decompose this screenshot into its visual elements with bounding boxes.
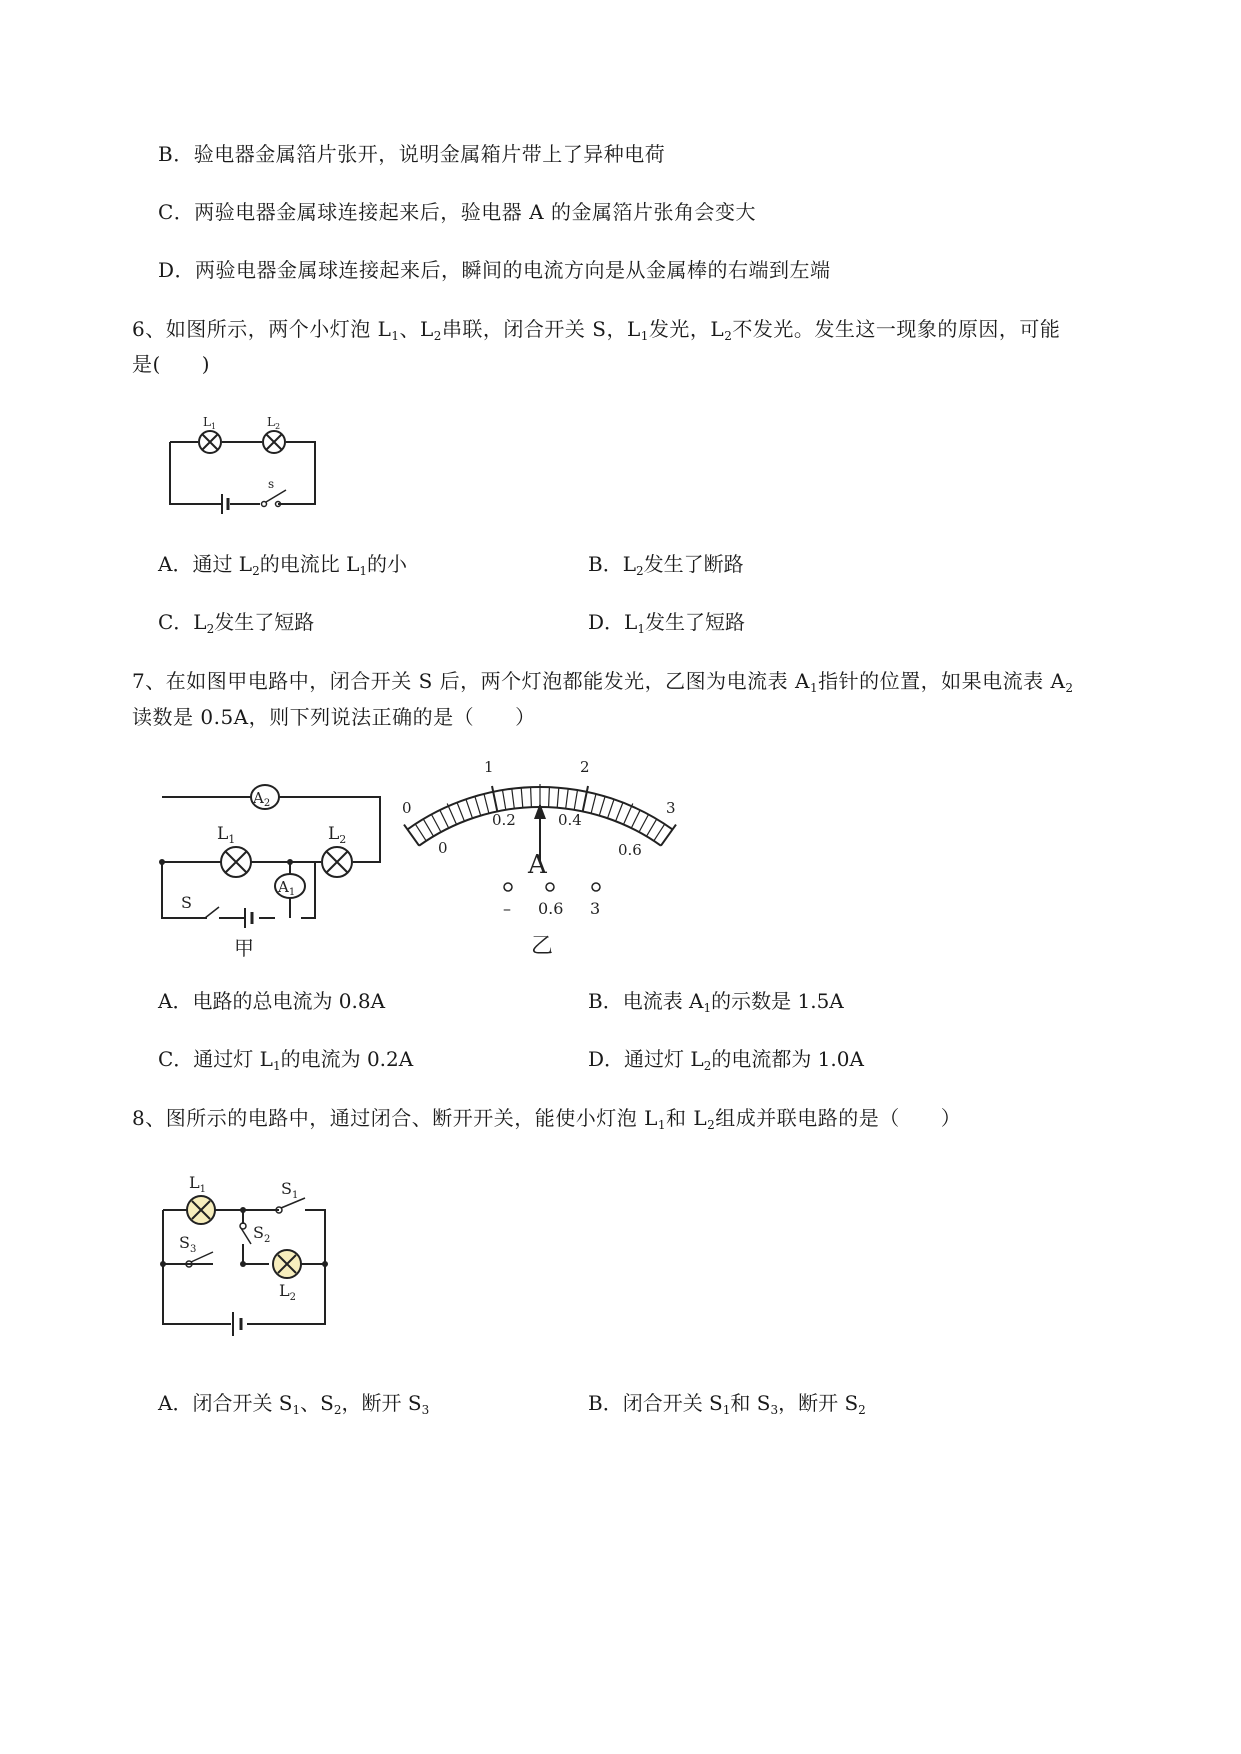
- dial-tick: [466, 799, 473, 818]
- q7-stem-line1: 7、在如图甲电路中，闭合开关 S 后，两个灯泡都能发光，乙图为电流表 $A_1$指针的位置，如果电流表 $A_2$: [132, 669, 1074, 695]
- q8-option-b: B．闭合开关 $S_1$和 $S_3$，断开 $S_2$: [588, 1391, 866, 1417]
- q6-option-d: D．$L_1$发生了短路: [588, 610, 745, 636]
- q8-l2-label: $L_2$: [279, 1281, 296, 1303]
- dial-tick: [457, 803, 464, 822]
- q7-option-c: C．通过灯 $L_1$的电流为 0.2A: [158, 1047, 414, 1073]
- q7-stem-line2: 读数是 0.5A，则下列说法正确的是（ ）: [132, 705, 536, 729]
- dial-outer-label-3: 3: [666, 799, 676, 817]
- q7-a2-label: $A_2$: [253, 789, 271, 809]
- q7-option-a: A．电路的总电流为 0.8A: [158, 989, 386, 1013]
- q5-option-b: B．验电器金属箔片张开，说明金属箱片带上了异种电荷: [158, 142, 666, 166]
- q8-l1-label: $L_1$: [189, 1173, 206, 1195]
- dial-tick: [647, 819, 657, 836]
- q6-s-label: s: [268, 477, 275, 491]
- q8-option-a: A．闭合开关 $S_1$、$S_2$，断开 $S_3$: [158, 1391, 430, 1417]
- q6-option-a: A．通过 $L_2$的电流比 $L_1$的小: [158, 552, 408, 578]
- dial-tick: [616, 803, 623, 822]
- q8-stem: 8、图所示的电路中，通过闭合、断开开关，能使小灯泡 $L_1$和 $L_2$组成并联电路的是（ ）: [132, 1106, 962, 1132]
- dial-tick: [599, 797, 605, 816]
- dial-tick: [591, 794, 596, 813]
- terminal-3: [592, 883, 600, 891]
- dial-tick: [566, 789, 569, 809]
- terminal-0-6: [546, 883, 554, 891]
- q7-ammeter-dial-yi: [400, 755, 700, 965]
- dial-tick: [583, 786, 588, 811]
- terminal-negative: [504, 883, 512, 891]
- q6-l1-label: $L_1$: [203, 415, 217, 431]
- q6-stem-line1: 6、如图所示，两个小灯泡 $L_1$、$L_2$串联，闭合开关 S，$L_1$发光，$L_2$不发光。发生这一现象的原因，可能: [132, 317, 1061, 343]
- q6-stem-line2: 是( ): [132, 352, 211, 376]
- dial-tick: [440, 810, 449, 828]
- q7-caption-yi: 乙: [531, 934, 554, 959]
- dial-tick: [475, 797, 481, 816]
- dial-tick: [608, 799, 615, 818]
- q7-l2-label: $L_2$: [328, 824, 347, 846]
- dial-outer-label-1: 1: [484, 758, 494, 776]
- q5-option-c: C．两验电器金属球连接起来后，验电器 A 的金属箔片张角会变大: [158, 200, 756, 224]
- q7-a1-label: $A_1$: [278, 878, 296, 898]
- q6-l2-label: $L_2$: [267, 415, 281, 431]
- q8-s3-label: $S_3$: [179, 1233, 197, 1255]
- terminal-label-0-6: 0.6: [538, 899, 564, 918]
- dial-tick: [423, 819, 433, 836]
- dial-tick: [549, 787, 550, 807]
- dial-tick: [574, 790, 577, 810]
- q5-option-d: D．两验电器金属球连接起来后，瞬间的电流方向是从金属棒的右端到左端: [158, 258, 831, 282]
- q6-circuit-figure: [160, 412, 330, 512]
- dial-inner-label-02: 0.2: [492, 811, 516, 829]
- q6-option-b: B．$L_2$发生了断路: [588, 552, 744, 578]
- terminal-label-3: 3: [590, 899, 601, 918]
- q7-circuit-figure-jia: [155, 775, 395, 965]
- dial-tick: [654, 824, 665, 841]
- q7-l1-label: $L_1$: [217, 824, 236, 846]
- dial-inner-label-06: 0.6: [618, 841, 642, 859]
- dial-unit-label: A: [528, 850, 547, 880]
- q7-s-label: S: [181, 893, 192, 912]
- q8-s2-label: $S_2$: [253, 1223, 271, 1245]
- dial-tick: [639, 815, 649, 833]
- dial-inner-label-04: 0.4: [558, 811, 582, 829]
- dial-tick: [492, 786, 497, 811]
- dial-tick: [531, 787, 532, 807]
- dial-tick: [557, 788, 559, 808]
- dial-inner-label-0: 0: [438, 839, 448, 857]
- terminal-label-negative: –: [503, 899, 511, 918]
- dial-tick: [521, 788, 523, 808]
- dial-pointer-head: [534, 803, 546, 819]
- dial-tick: [503, 790, 506, 810]
- dial-tick: [631, 810, 640, 828]
- q8-circuit-figure: [155, 1168, 365, 1348]
- q7-option-d: D．通过灯 $L_2$的电流都为 1.0A: [588, 1047, 864, 1073]
- dial-tick: [484, 794, 489, 813]
- dial-outer-label-0: 0: [402, 799, 412, 817]
- dial-tick: [415, 824, 426, 841]
- dial-outer-label-2: 2: [580, 758, 590, 776]
- q8-s1-label: $S_1$: [281, 1179, 299, 1201]
- q7-option-b: B．电流表 $A_1$的示数是 1.5A: [588, 989, 844, 1015]
- q6-option-c: C．$L_2$发生了短路: [158, 610, 315, 636]
- dial-tick: [432, 815, 442, 833]
- dial-tick: [512, 789, 515, 809]
- q7-caption-jia: 甲: [234, 936, 254, 960]
